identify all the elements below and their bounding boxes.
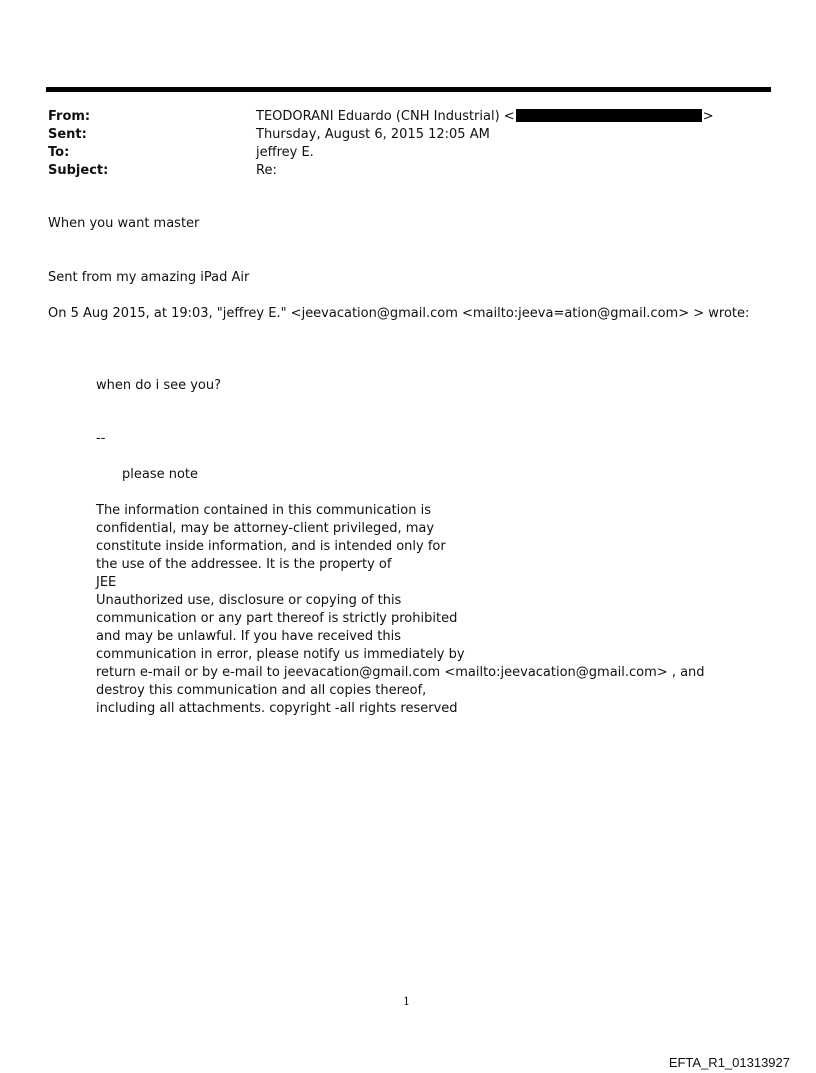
subject-label: Subject: xyxy=(48,163,109,178)
disclaimer-line: and may be unlawful. If you have received this xyxy=(96,629,402,644)
signature-text: Sent from my amazing iPad Air xyxy=(48,270,250,285)
to-label: To: xyxy=(48,145,70,160)
from-name: TEODORANI Eduardo (CNH Industrial) < xyxy=(256,109,515,124)
page-number: 1 xyxy=(403,995,410,1008)
disclaimer-line: constitute inside information, and is intended only for xyxy=(96,539,446,554)
disclaimer-line: the use of the addressee. It is the property of xyxy=(96,557,392,572)
disclaimer-block xyxy=(96,502,705,718)
disclaimer-line: including all attachments. copyright -all rights reserved xyxy=(96,701,458,716)
signature-separator: -- xyxy=(96,431,106,446)
from-label: From: xyxy=(48,109,91,124)
quote-intro: On 5 Aug 2015, at 19:03, "jeffrey E." <jeevacation@gmail.com <mailto:jeeva=ation@gmail.com> > wrote: xyxy=(48,306,750,321)
from-suffix: > xyxy=(702,109,714,124)
disclaimer-line: destroy this communication and all copies thereof, xyxy=(96,683,427,698)
from-value xyxy=(256,108,714,126)
disclaimer-line: confidential, may be attorney-client privileged, may xyxy=(96,521,435,536)
redaction-bar xyxy=(516,109,702,122)
quoted-question: when do i see you? xyxy=(96,378,222,393)
header-divider xyxy=(46,87,771,92)
reply-text: When you want master xyxy=(48,216,200,231)
sent-value: Thursday, August 6, 2015 12:05 AM xyxy=(256,127,490,142)
bates-number: EFTA_R1_01313927 xyxy=(668,1055,790,1070)
subject-row xyxy=(48,162,714,180)
note-heading: please note xyxy=(122,467,199,482)
disclaimer-line: communication in error, please notify us immediately by xyxy=(96,647,465,662)
to-value: jeffrey E. xyxy=(256,145,314,160)
email-header xyxy=(48,108,714,180)
disclaimer-line: communication or any part thereof is strictly prohibited xyxy=(96,611,458,626)
from-row xyxy=(48,108,714,126)
to-row xyxy=(48,144,714,162)
disclaimer-line: return e-mail or by e-mail to jeevacation@gmail.com <mailto:jeevacation@gmail.com> , and xyxy=(96,665,705,680)
disclaimer-line: Unauthorized use, disclosure or copying of this xyxy=(96,593,402,608)
subject-value: Re: xyxy=(256,163,277,178)
sent-label: Sent: xyxy=(48,127,87,142)
sent-row xyxy=(48,126,714,144)
disclaimer-line: JEE xyxy=(96,575,117,590)
disclaimer-line: The information contained in this communication is xyxy=(96,503,431,518)
